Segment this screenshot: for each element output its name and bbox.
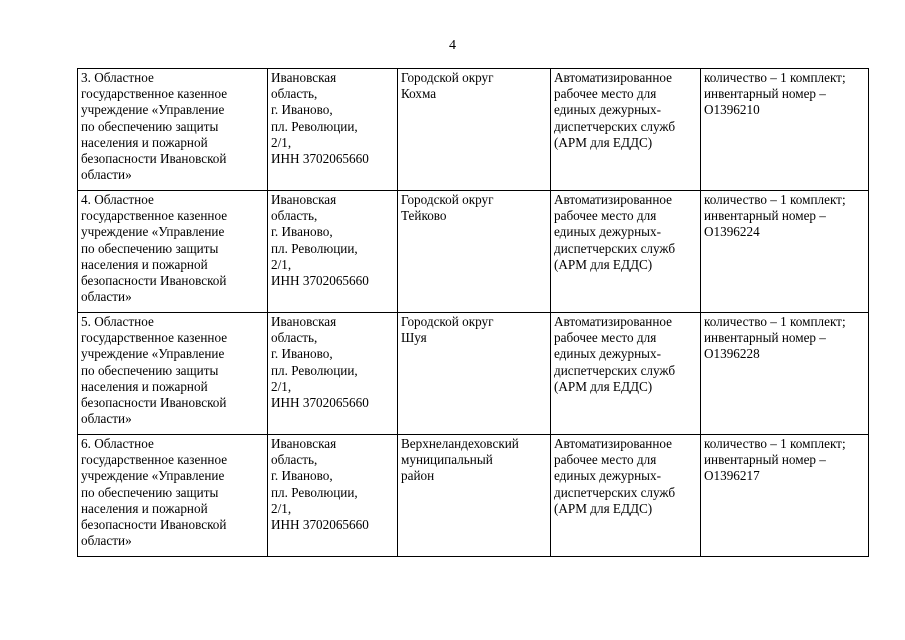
equipment-cell-line: (АРМ для ЕДДС) <box>554 378 653 394</box>
equipment-cell <box>551 435 701 557</box>
organization-cell-line: учреждение «Управление <box>81 102 225 118</box>
address-cell-line: Ивановская <box>271 314 337 329</box>
address-cell-line: область, <box>271 452 318 468</box>
organization-cell-line: государственное казенное <box>81 452 228 468</box>
equipment-cell <box>551 69 701 191</box>
page-number: 4 <box>449 38 456 53</box>
equipment-cell <box>551 191 701 313</box>
address-cell-line: Ивановская <box>271 70 337 85</box>
address-cell-line: область, <box>271 330 318 346</box>
organization-cell-line: 5. Областное <box>81 314 154 329</box>
details-cell-line: инвентарный номер – <box>704 86 826 102</box>
address-cell-line: пл. Революции, <box>271 362 358 378</box>
address-cell-line: область, <box>271 208 318 224</box>
address-cell-line: г. Иваново, <box>271 224 333 240</box>
organization-cell-line: области» <box>81 167 132 183</box>
details-cell-line: количество – 1 комплект; <box>704 314 846 329</box>
organization-cell-line: по обеспечению защиты <box>81 484 219 500</box>
details-cell <box>701 313 869 435</box>
organization-cell-line: учреждение «Управление <box>81 346 225 362</box>
address-cell <box>268 435 398 557</box>
organization-cell-line: государственное казенное <box>81 86 228 102</box>
organization-cell-line: по обеспечению защиты <box>81 240 219 256</box>
equipment-cell-line: рабочее место для <box>554 86 657 102</box>
address-cell-line: 2/1, <box>271 256 292 272</box>
address-cell-line: пл. Революции, <box>271 484 358 500</box>
equipment-cell-line: (АРМ для ЕДДС) <box>554 134 653 150</box>
organization-cell <box>78 435 268 557</box>
equipment-cell-line: (АРМ для ЕДДС) <box>554 500 653 516</box>
details-cell-line: О1396210 <box>704 102 760 118</box>
address-cell-line: 2/1, <box>271 134 292 150</box>
equipment-cell-line: Автоматизированное <box>554 314 673 329</box>
details-cell-line: О1396217 <box>704 468 760 484</box>
details-cell <box>701 191 869 313</box>
address-cell-line: ИНН 3702065660 <box>271 517 369 533</box>
organization-cell <box>78 191 268 313</box>
district-cell <box>398 435 551 557</box>
equipment-cell-line: диспетчерских служб <box>554 484 676 500</box>
equipment-cell-line: рабочее место для <box>554 452 657 468</box>
organization-cell-line: по обеспечению защиты <box>81 118 219 134</box>
organization-cell-line: населения и пожарной <box>81 500 208 516</box>
details-cell-line: О1396228 <box>704 346 760 362</box>
details-cell-line: О1396224 <box>704 224 760 240</box>
organization-cell-line: населения и пожарной <box>81 256 208 272</box>
address-cell-line: пл. Революции, <box>271 240 358 256</box>
organization-cell-line: населения и пожарной <box>81 378 208 394</box>
organization-cell-line: 4. Областное <box>81 192 154 207</box>
address-cell-line: ИНН 3702065660 <box>271 273 369 289</box>
details-cell-line: инвентарный номер – <box>704 208 826 224</box>
equipment-cell-line: рабочее место для <box>554 208 657 224</box>
details-cell-line: количество – 1 комплект; <box>704 192 846 207</box>
organization-cell-line: учреждение «Управление <box>81 468 225 484</box>
equipment-cell-line: единых дежурных- <box>554 346 662 362</box>
organization-cell-line: государственное казенное <box>81 330 228 346</box>
district-cell <box>398 191 551 313</box>
table-row <box>78 435 869 557</box>
district-cell-line: район <box>401 468 435 484</box>
address-cell <box>268 69 398 191</box>
address-cell-line: 2/1, <box>271 500 292 516</box>
equipment-cell-line: диспетчерских служб <box>554 240 676 256</box>
address-cell-line: ИНН 3702065660 <box>271 395 369 411</box>
district-cell-line: Шуя <box>401 330 427 346</box>
equipment-cell-line: Автоматизированное <box>554 436 673 451</box>
address-cell <box>268 191 398 313</box>
district-cell-line: муниципальный <box>401 452 493 468</box>
organization-cell-line: области» <box>81 289 132 305</box>
organization-cell <box>78 69 268 191</box>
address-cell-line: 2/1, <box>271 378 292 394</box>
organization-cell-line: области» <box>81 533 132 549</box>
address-cell-line: ИНН 3702065660 <box>271 151 369 167</box>
equipment-cell-line: (АРМ для ЕДДС) <box>554 256 653 272</box>
organization-cell-line: учреждение «Управление <box>81 224 225 240</box>
district-cell-line: Тейково <box>401 208 447 224</box>
address-cell-line: Ивановская <box>271 436 337 451</box>
details-cell-line: количество – 1 комплект; <box>704 436 846 451</box>
district-cell-line: Городской округ <box>401 314 494 329</box>
details-cell-line: количество – 1 комплект; <box>704 70 846 85</box>
organization-cell-line: безопасности Ивановской <box>81 517 227 533</box>
table-row <box>78 69 869 191</box>
table-row <box>78 191 869 313</box>
district-cell <box>398 313 551 435</box>
equipment-cell-line: диспетчерских служб <box>554 362 676 378</box>
address-cell-line: область, <box>271 86 318 102</box>
address-cell-line: г. Иваново, <box>271 346 333 362</box>
district-cell-line: Кохма <box>401 86 437 102</box>
equipment-cell <box>551 313 701 435</box>
equipment-cell-line: Автоматизированное <box>554 192 673 207</box>
equipment-cell-line: рабочее место для <box>554 330 657 346</box>
organization-cell-line: государственное казенное <box>81 208 228 224</box>
organization-cell-line: безопасности Ивановской <box>81 395 227 411</box>
organization-cell-line: 3. Областное <box>81 70 154 85</box>
equipment-table <box>77 68 869 557</box>
address-cell-line: пл. Революции, <box>271 118 358 134</box>
address-cell-line: Ивановская <box>271 192 337 207</box>
organization-cell-line: безопасности Ивановской <box>81 151 227 167</box>
district-cell-line: Верхнеландеховский <box>401 436 519 451</box>
equipment-cell-line: единых дежурных- <box>554 224 662 240</box>
equipment-cell-line: единых дежурных- <box>554 102 662 118</box>
organization-cell-line: безопасности Ивановской <box>81 273 227 289</box>
equipment-cell-line: Автоматизированное <box>554 70 673 85</box>
details-cell <box>701 435 869 557</box>
address-cell-line: г. Иваново, <box>271 468 333 484</box>
district-cell-line: Городской округ <box>401 192 494 207</box>
equipment-cell-line: диспетчерских служб <box>554 118 676 134</box>
details-cell-line: инвентарный номер – <box>704 452 826 468</box>
district-cell-line: Городской округ <box>401 70 494 85</box>
equipment-cell-line: единых дежурных- <box>554 468 662 484</box>
organization-cell-line: по обеспечению защиты <box>81 362 219 378</box>
details-cell-line: инвентарный номер – <box>704 330 826 346</box>
organization-cell-line: области» <box>81 411 132 427</box>
organization-cell <box>78 313 268 435</box>
address-cell-line: г. Иваново, <box>271 102 333 118</box>
details-cell <box>701 69 869 191</box>
district-cell <box>398 69 551 191</box>
address-cell <box>268 313 398 435</box>
table-body <box>78 69 869 557</box>
organization-cell-line: населения и пожарной <box>81 134 208 150</box>
organization-cell-line: 6. Областное <box>81 436 154 451</box>
table-row <box>78 313 869 435</box>
